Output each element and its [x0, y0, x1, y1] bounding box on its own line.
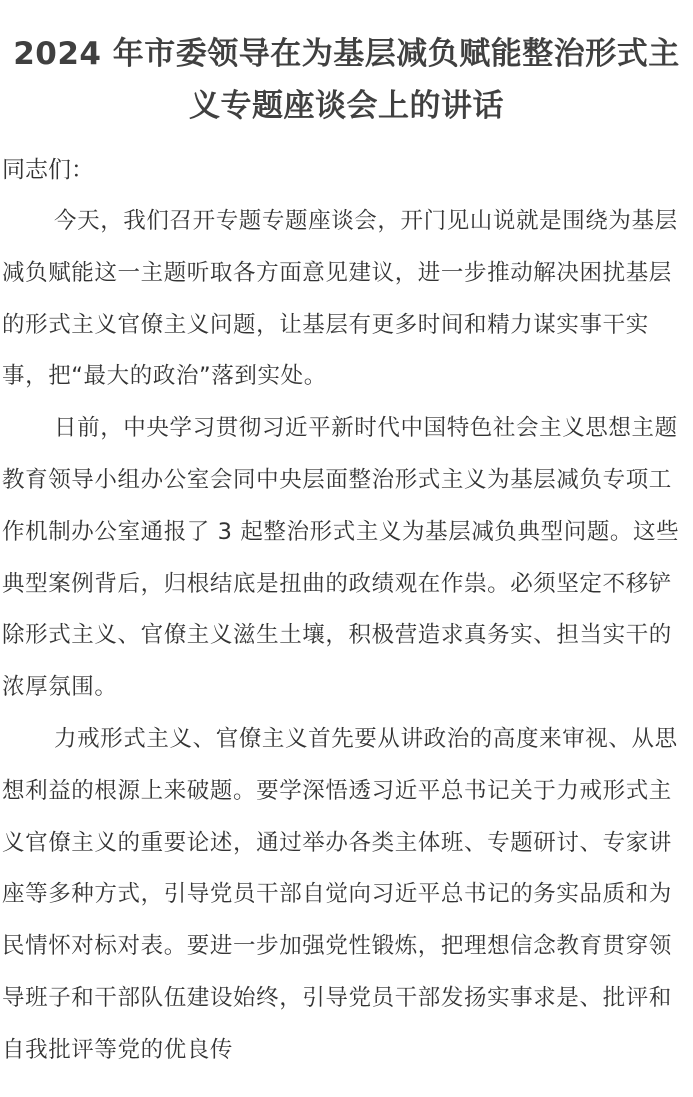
paragraph-2: 日前，中央学习贯彻习近平新时代中国特色社会主义思想主题教育领导小组办公室会同中央层面整治形式主义为基层减负专项工作机制办公室通报了 3 起整治形式主义为基层减负典型问题。这些典型案例背后，归根结底是扭曲的政绩观在作祟。必须坚定不移铲除形式主义、官僚主义滋生土壤，积极营造求真务实、担当实干的浓厚氛围。: [2, 415, 680, 701]
paragraph-3: 力戒形式主义、官僚主义首先要从讲政治的高度来审视、从思想利益的根源上来破题。要学深悟透习近平总书记关于力戒形式主义官僚主义的重要论述，通过举办各类主体班、专题研讨、专家讲座等多种方式，引导党员干部自觉向习近平总书记的务实品质和为民情怀对标对表。要进一步加强党性锻炼，把理想信念教育贯穿领导班子和干部队伍建设始终，引导党员干部发扬实事求是、批评和自我批评等党的优良传: [2, 725, 678, 1063]
document-title: 2024 年市委领导在为基层减负赋能整治形式主义专题座谈会上的讲话: [13, 36, 680, 124]
salutation: 同志们：: [2, 157, 94, 183]
paragraph-1: 今天，我们召开专题专题座谈会，开门见山说就是围绕为基层减负赋能这一主题听取各方面意见建议，进一步推动解决困扰基层的形式主义官僚主义问题，让基层有更多时间和精力谋实事干实事，把“最大的政治”落到实处。: [2, 208, 678, 390]
